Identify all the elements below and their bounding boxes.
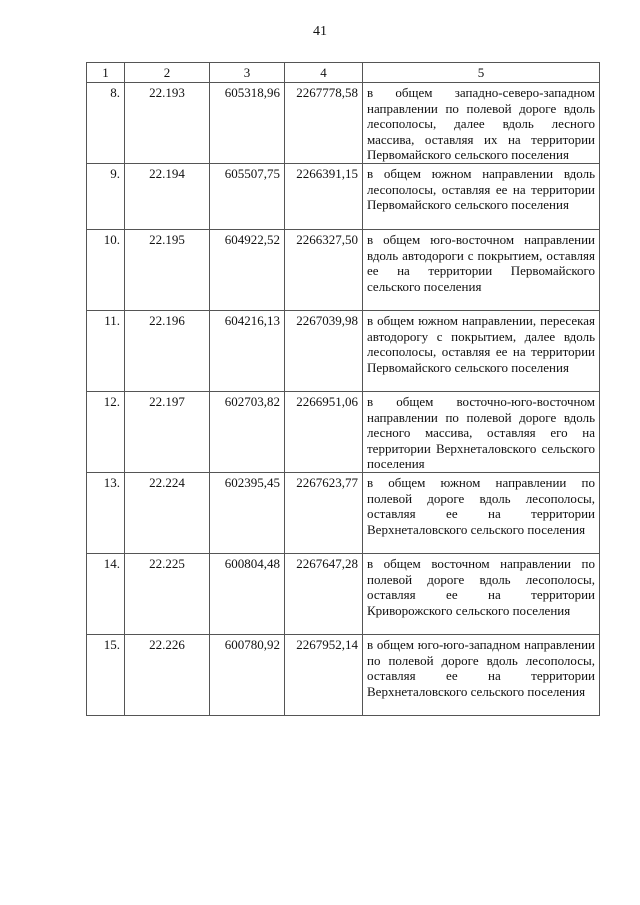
- table-row: [87, 230, 600, 311]
- coordinate-x: 605507,75: [210, 164, 285, 230]
- coordinate-y: 2266327,50: [285, 230, 363, 311]
- boundary-description: в общем южном направлении по полевой дороге вдоль лесополосы, оставляя ее на территории Верхнеталовского сельского поселения: [363, 473, 600, 554]
- point-id: 22.195: [125, 230, 210, 311]
- table-row: [87, 83, 600, 164]
- boundary-description: в общем юго-юго-западном направлении по полевой дороге вдоль лесополосы, оставляя ее на территории Верхнеталовского сельского поселения: [363, 635, 600, 716]
- table-row: [87, 473, 600, 554]
- coordinate-x: 600780,92: [210, 635, 285, 716]
- table-body: [87, 83, 600, 716]
- coordinate-y: 2266951,06: [285, 392, 363, 473]
- boundary-description: в общем восточно-юго-восточном направлении по полевой дороге вдоль лесного массива, оставляя его на территории Верхнеталовского сельского поселения: [363, 392, 600, 473]
- header-col-4: 4: [285, 63, 363, 83]
- boundary-description: в общем западно-северо-западном направлении по полевой дороге вдоль лесополосы, далее вдоль лесного массива, оставляя их на территории Первомайского сельского поселения: [363, 83, 600, 164]
- point-id: 22.225: [125, 554, 210, 635]
- coordinates-table: [86, 62, 600, 716]
- coordinate-y: 2267647,28: [285, 554, 363, 635]
- row-number: 8.: [87, 83, 125, 164]
- point-id: 22.194: [125, 164, 210, 230]
- coordinate-y: 2267039,98: [285, 311, 363, 392]
- point-id: 22.193: [125, 83, 210, 164]
- table-row: [87, 164, 600, 230]
- row-number: 15.: [87, 635, 125, 716]
- page-number: 41: [313, 24, 327, 39]
- boundary-description: в общем южном направлении, пересекая автодорогу с покрытием, далее вдоль лесополосы, оставляя ее на территории Первомайского сельского поселения: [363, 311, 600, 392]
- point-id: 22.224: [125, 473, 210, 554]
- row-number: 12.: [87, 392, 125, 473]
- coordinate-y: 2267778,58: [285, 83, 363, 164]
- row-number: 9.: [87, 164, 125, 230]
- boundary-description: в общем восточном направлении по полевой дороге вдоль лесополосы, оставляя ее на территории Криворожского сельского поселения: [363, 554, 600, 635]
- table-row: [87, 311, 600, 392]
- coordinate-y: 2266391,15: [285, 164, 363, 230]
- coordinate-y: 2267623,77: [285, 473, 363, 554]
- coordinate-y: 2267952,14: [285, 635, 363, 716]
- table-header: [87, 63, 600, 83]
- coordinate-x: 604922,52: [210, 230, 285, 311]
- header-row: [87, 63, 600, 83]
- coordinate-x: 605318,96: [210, 83, 285, 164]
- table-row: [87, 635, 600, 716]
- header-col-1: 1: [87, 63, 125, 83]
- row-number: 11.: [87, 311, 125, 392]
- boundary-description: в общем южном направлении вдоль лесополосы, оставляя ее на территории Первомайского сельского поселения: [363, 164, 600, 230]
- row-number: 10.: [87, 230, 125, 311]
- table-row: [87, 392, 600, 473]
- point-id: 22.226: [125, 635, 210, 716]
- row-number: 14.: [87, 554, 125, 635]
- table-row: [87, 554, 600, 635]
- header-col-3: 3: [210, 63, 285, 83]
- point-id: 22.197: [125, 392, 210, 473]
- header-col-2: 2: [125, 63, 210, 83]
- boundary-description: в общем юго-восточном направлении вдоль автодороги с покрытием, оставляя ее на территории Первомайского сельского поселения: [363, 230, 600, 311]
- coordinate-x: 602703,82: [210, 392, 285, 473]
- coordinate-x: 602395,45: [210, 473, 285, 554]
- coordinate-x: 604216,13: [210, 311, 285, 392]
- point-id: 22.196: [125, 311, 210, 392]
- row-number: 13.: [87, 473, 125, 554]
- header-col-5: 5: [363, 63, 600, 83]
- coordinate-x: 600804,48: [210, 554, 285, 635]
